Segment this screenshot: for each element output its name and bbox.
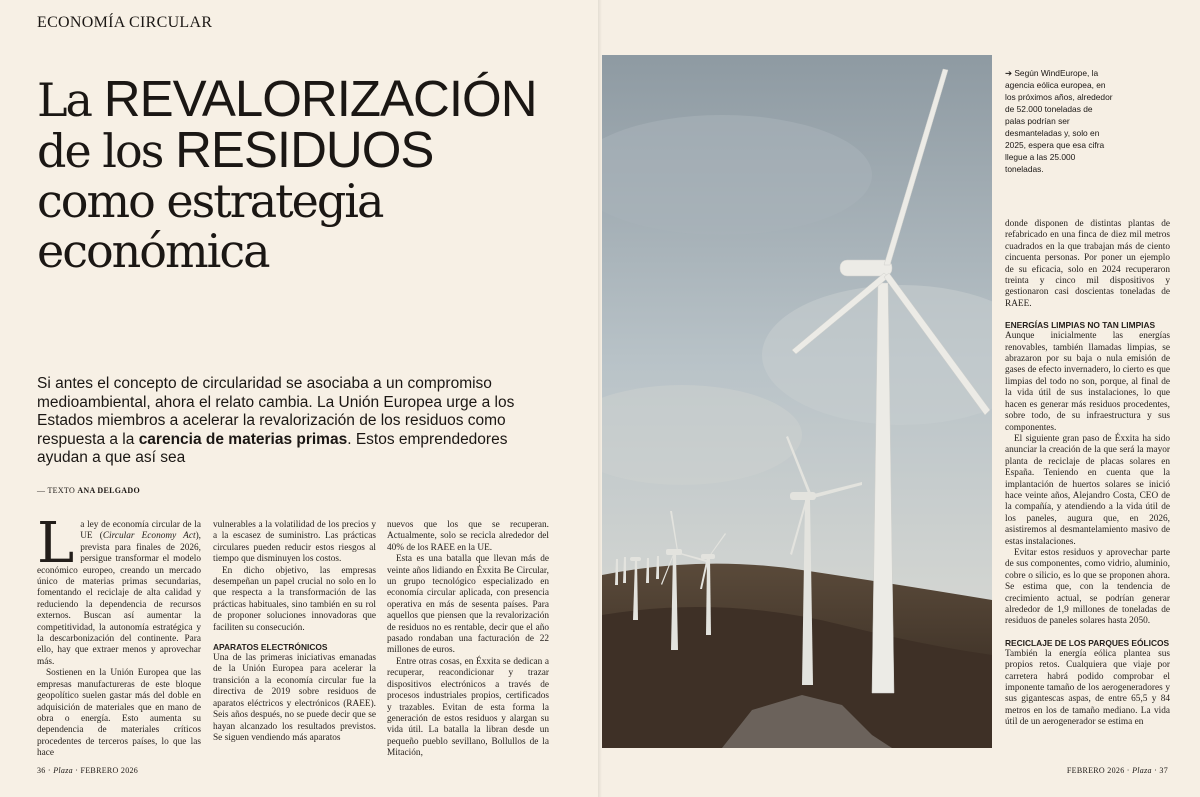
lede bbox=[37, 375, 517, 468]
byline bbox=[37, 486, 140, 495]
paragraph: También la energía eólica plantea sus propios retos. Cualquiera que viaje por carretera habrá podido comprobar el imponente tamaño de los aerogeneradores y sus gigantescas aspas, de entre 65,5 y 84 metros en los de tamaño mediano. La vida útil de un aerogenerador se estima en bbox=[1005, 648, 1170, 728]
page-number: 37 bbox=[1159, 766, 1168, 775]
photo-illustration bbox=[602, 55, 992, 748]
lede-text-end: . Estos emprendedores ayudan a que así sea bbox=[37, 430, 508, 467]
magazine-name: Plaza bbox=[1132, 766, 1152, 775]
folio-right: FEBRERO 2026 · Plaza · 37 bbox=[1066, 766, 1168, 775]
page-number: 36 bbox=[37, 766, 46, 775]
headline-word: de los bbox=[37, 124, 163, 178]
paragraph: Evitar estos residuos y aprovechar parte de sus componentes, como vidrio, aluminio, cobre o silicio, es lo que se proponen ahora. Se estima que, con la tendencia de crecimiento actual, se podrían generar alrededor de 1,9 millones de toneladas de residuos de paneles solares hasta 2050. bbox=[1005, 547, 1170, 627]
article-column-4 bbox=[1005, 219, 1170, 729]
byline-prefix: — TEXTO bbox=[37, 486, 76, 495]
text-run: a ley de economía circular de la UE ( bbox=[80, 520, 201, 542]
magazine-name: Plaza bbox=[53, 766, 73, 775]
paragraph: Sostienen en la Unión Europea que las empresas manufactureras de este bloque geopolítico suelen gastar más del doble en adquisición de materiales que en mano de obra o energía. Esto aumenta su dependencia de materiales críticos procedentes de terceros países, lo que las hace bbox=[37, 668, 201, 759]
headline-line: como estrategia bbox=[37, 174, 383, 228]
article-column-2 bbox=[213, 520, 376, 744]
article-column-3 bbox=[387, 520, 549, 760]
headline-caps-word: RESIDUOS bbox=[175, 121, 434, 178]
issue-date: FEBRERO 2026 bbox=[1066, 766, 1125, 775]
drop-cap: L bbox=[37, 511, 75, 576]
subheading: RECICLAJE DE LOS PARQUES EÓLICOS bbox=[1005, 637, 1170, 648]
headline-word: La bbox=[37, 73, 91, 127]
paragraph bbox=[37, 511, 201, 668]
article-column-1 bbox=[37, 511, 201, 760]
subheading: APARATOS ELECTRÓNICOS bbox=[213, 642, 328, 653]
paragraph: Entre otras cosas, en Éxxita se dedican a recuperar, reacondicionar y trazar dispositivos electrónicos a través de procesos industriales propios, certificados y trazables. Evitan de esta forma la generación de estos residuos y alargan su vida útil. La batalla la libran desde un pequeño pueblo sevillano, Bollullos de la Mitación, bbox=[387, 656, 549, 759]
paragraph: donde disponen de distintas plantas de refabricado en una finca de diez mil metros cuadrados en la que trabajan más de ciento cincuenta personas. Por poner un ejemplo de su eficacia, solo en 2024 recuperaron treinta y cinco mil dispositivos y gestionaron casi doscientas toneladas de RAEE. bbox=[1005, 219, 1170, 309]
lede-text: Si antes el concepto de circularidad se asociaba a un compromiso medioambiental, ahora el relato cambia. La Unión Europea urge a los Estados miembros a acelerar la revalorización de los residuos como respuesta a la bbox=[37, 375, 515, 448]
folio-left: 36 · Plaza · FEBRERO 2026 bbox=[37, 766, 139, 775]
byline-author: ANA DELGADO bbox=[77, 486, 140, 495]
paragraph: El siguiente gran paso de Éxxita ha sido anunciar la creación de la que será la mayor planta de reciclaje de placas solares en España. Teniendo en cuenta que la implantación de huertos solares se inició hace veinte años, Alejandro Costa, CEO de la compañía, y atendiendo a la vida útil de los paneles, augura que, en 2026, asistiremos al desmantelamiento masivo de estas instalaciones. bbox=[1005, 433, 1170, 547]
subheading: ENERGÍAS LIMPIAS NO TAN LIMPIAS bbox=[1005, 320, 1156, 331]
wind-turbine-photo bbox=[602, 55, 992, 748]
lede-emphasis: carencia de materias primas bbox=[138, 430, 348, 448]
headline-line: económica bbox=[37, 224, 269, 278]
paragraph: nuevos que los que se recuperan. Actualmente, solo se recicla alrededor del 40% de los RAEE en la UE. bbox=[387, 520, 549, 553]
paragraph: Una de las primeras iniciativas emanadas de la Unión Europea para acelerar la transición a la economía circular fue la directiva de 2019 sobre residuos de aparatos eléctricos y electrónicos (RAEE). Seis años después, no se puede decir que se hayan alcanzado los resultados previstos. Se siguen vendiendo más aparatos bbox=[213, 653, 376, 743]
headline-caps-word: REVALORIZACIÓN bbox=[103, 70, 537, 127]
photo-caption: ➔ Según WindEurope, la agencia eólica europea, en los próximos años, alrededor de 52.000 toneladas de palas podrían ser desmanteladas y, solo en 2025, espera que esa cifra llegue a las 25.000 toneladas. bbox=[1005, 68, 1113, 174]
paragraph: vulnerables a la volatilidad de los precios y a la escasez de suministro. Las prácticas circulares pueden reducir estos riesgos al tiempo que disminuyen los costos. bbox=[213, 520, 376, 565]
text-run: ), prevista para finales de 2026, persigue transformar el modelo económico europeo, creando un mercado único de materias primas secundarias, fomentando el reciclaje de alta calidad y reduciendo la dependencia de recursos externos. Buscan así aumentar la competitividad, la autonomía estratégica y la descarbonización del continente. Para ello, hay que extraer menos y aprovechar más. bbox=[37, 531, 201, 667]
paragraph: Aunque inicialmente las energías renovables, también llamadas limpias, se abrazaron por su baja o nula emisión de gases de efecto invernadero, lo cierto es que limpias del todo no son, porque, al final de la vida útil de sus instalaciones, lo que hacen es generar más residuos procedentes, sobre todo, de su infraestructura y sus componentes. bbox=[1005, 331, 1170, 433]
issue-date: FEBRERO 2026 bbox=[80, 766, 139, 775]
headline bbox=[37, 70, 577, 278]
paragraph: En dicho objetivo, las empresas desempeñan un papel crucial no solo en lo que respecta a la transformación de las prácticas habituales, sino también en su rol de proponer soluciones innovadoras que faciliten su consecución. bbox=[213, 565, 376, 633]
section-label: ECONOMÍA CIRCULAR bbox=[37, 14, 213, 31]
paragraph: Esta es una batalla que llevan más de veinte años lidiando en Éxxita Be Circular, un grupo tecnológico especializado en economía circular aplicada, con presencia operativa en más de sesenta países. Para aquellos que piensen que la revalorización de residuos no es rentable, decir que el año pasado rondaban una facturación de 22 millones de euros. bbox=[387, 554, 549, 656]
italic-term: Circular Economy Act bbox=[102, 531, 196, 542]
